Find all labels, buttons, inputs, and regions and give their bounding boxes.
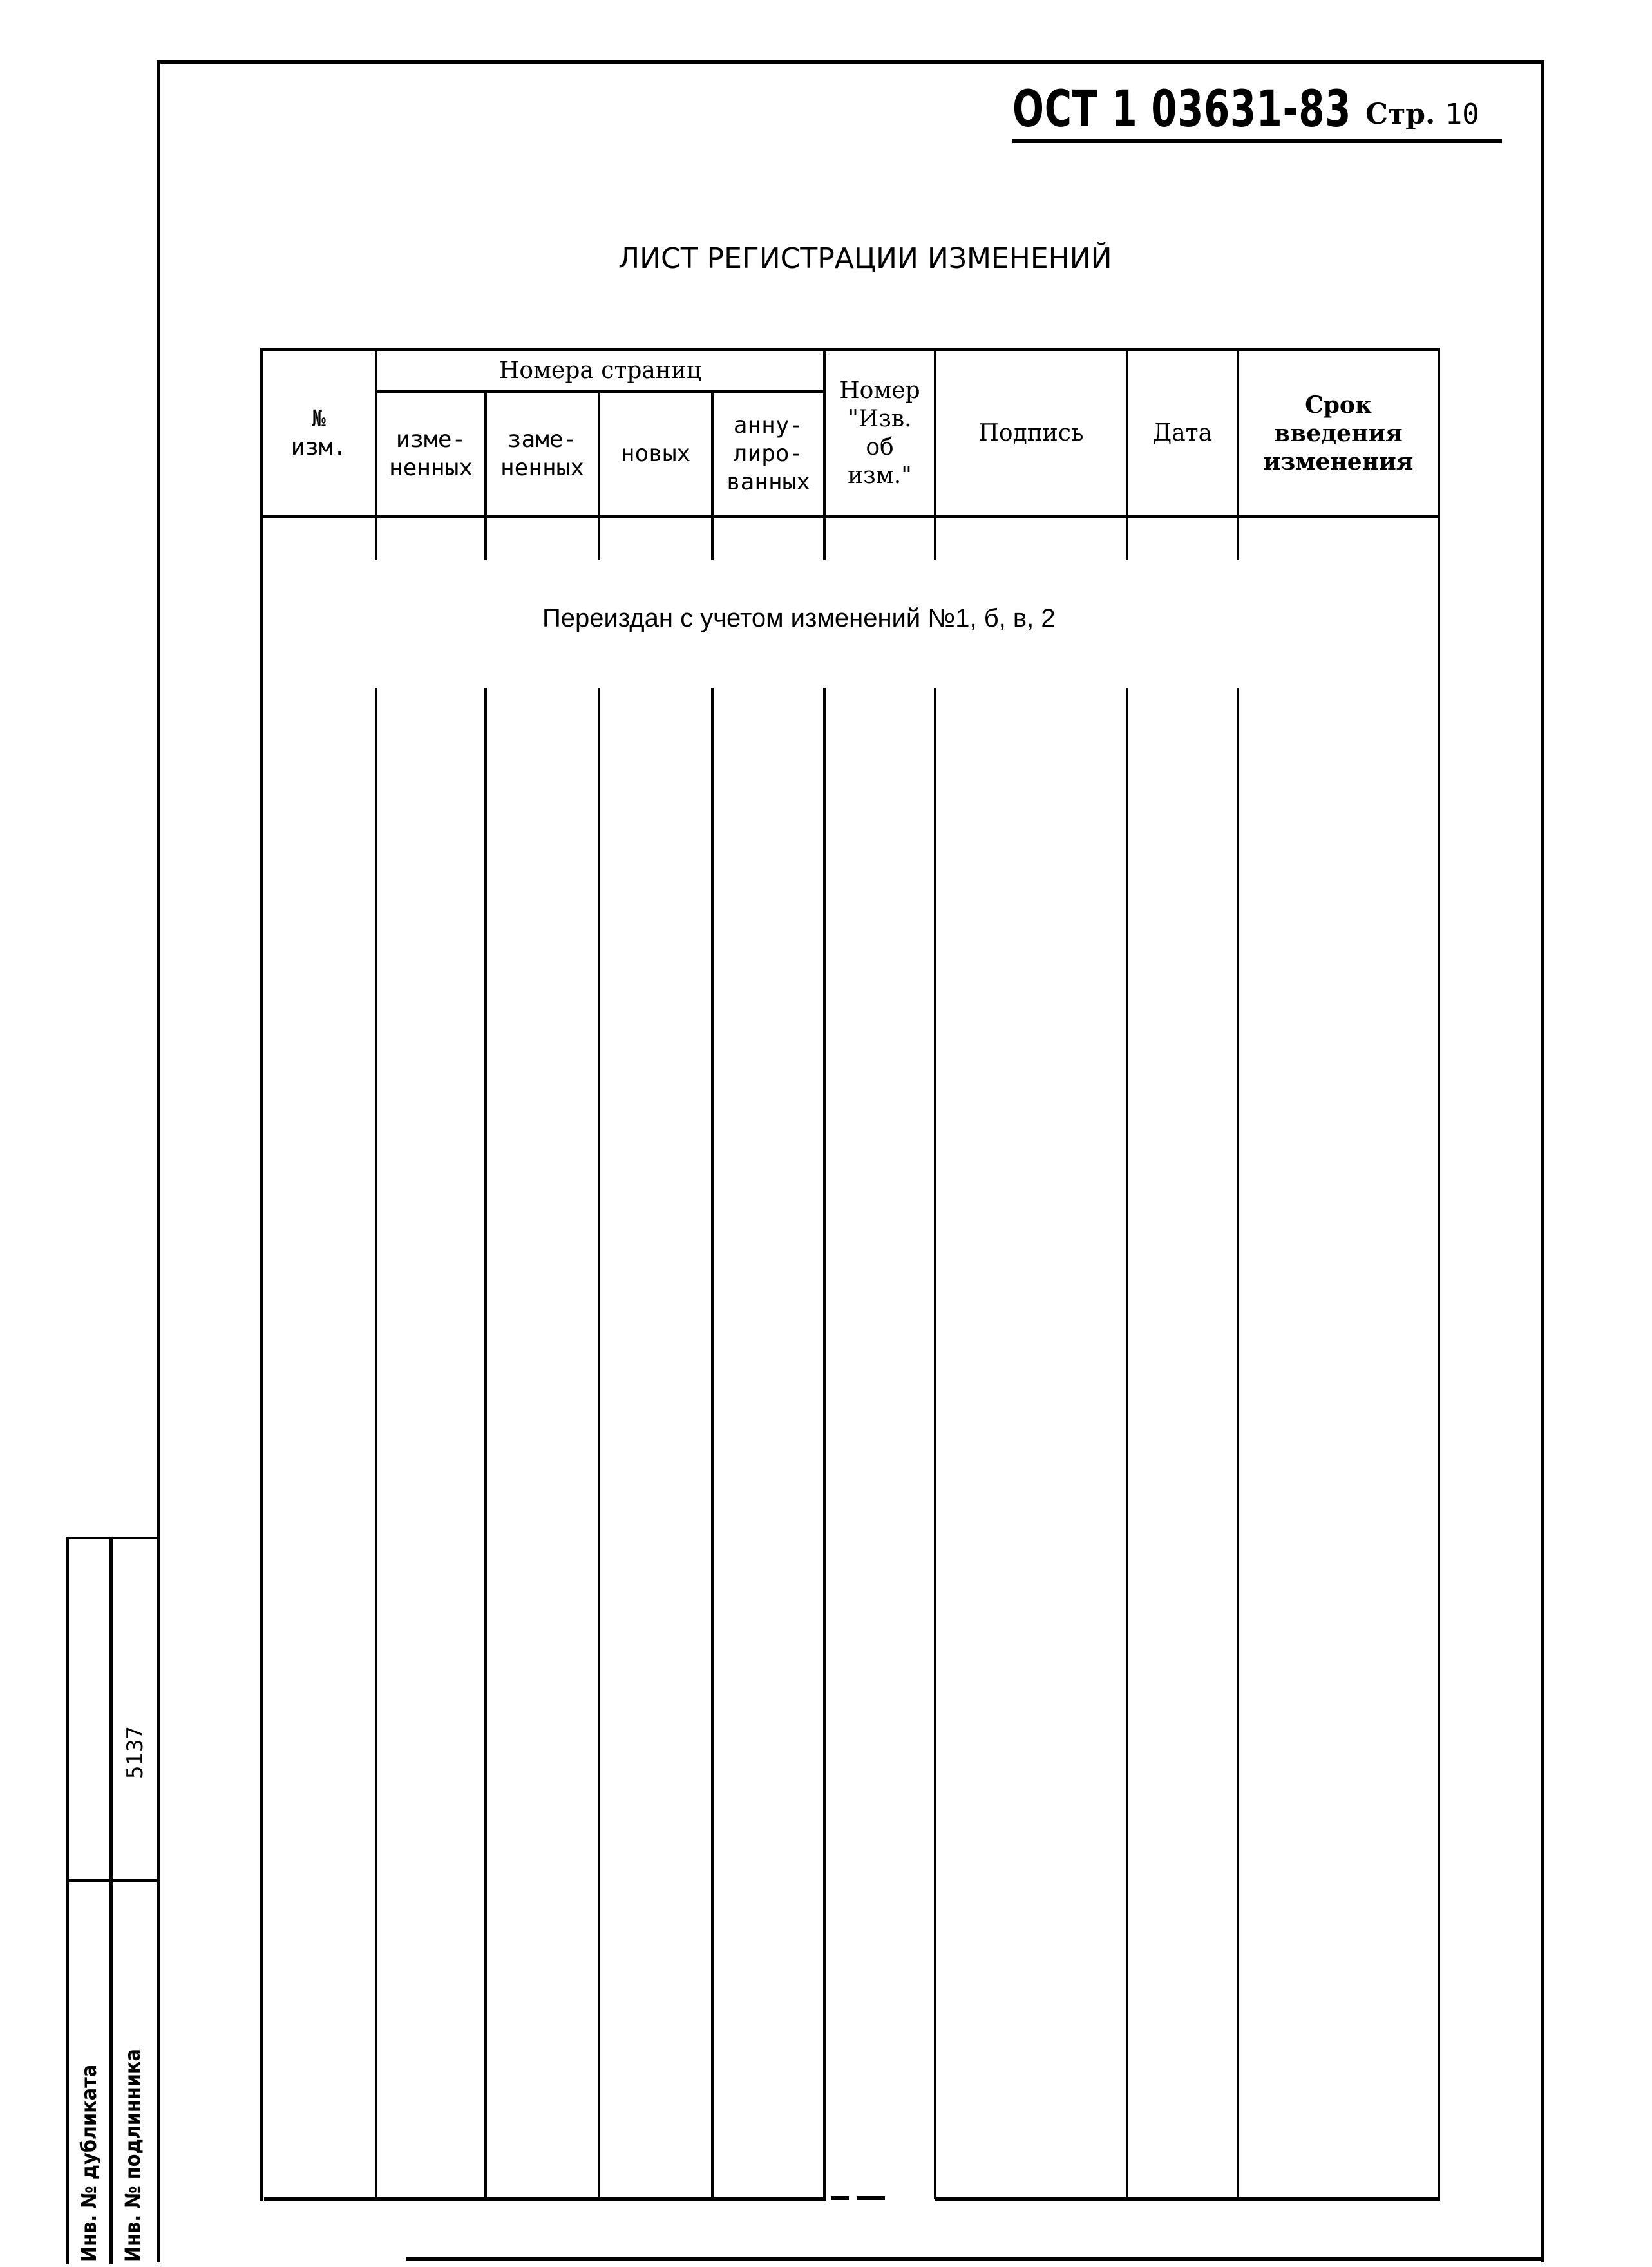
bottom-dash	[831, 2196, 849, 2200]
column-line	[1126, 518, 1128, 560]
column-line	[711, 688, 714, 2199]
column-line	[1126, 688, 1128, 2199]
page-number: 10	[1445, 98, 1479, 131]
bottom-dash	[857, 2196, 885, 2200]
column-line	[598, 688, 600, 2199]
header-replaced: заме- ненных	[500, 426, 585, 481]
page-prefix: Стр.	[1365, 98, 1436, 131]
table-bottom-border-left	[264, 2197, 826, 2201]
sheet-title: ЛИСТ РЕГИСТРАЦИИ ИЗМЕНЕНИЙ	[618, 242, 1112, 275]
stamp-left-border	[66, 1537, 69, 2264]
frame-right-border	[1541, 60, 1544, 2262]
column-line	[823, 688, 826, 2199]
header-date: Дата	[1152, 419, 1213, 446]
column-line	[1237, 518, 1239, 560]
header-page-numbers: Номера страниц	[498, 357, 702, 384]
header-underline	[1012, 139, 1502, 143]
column-line	[711, 518, 714, 560]
table-bottom-border-right	[935, 2197, 1440, 2201]
stamp-middle-line	[66, 1879, 160, 1882]
frame-bottom-border	[406, 2257, 1544, 2261]
column-line	[823, 518, 826, 560]
stamp-top-border	[66, 1537, 160, 1539]
header-bottom-border	[260, 515, 1440, 518]
column-line	[484, 688, 487, 2199]
frame-top-border	[157, 60, 1544, 64]
reissue-note: Переиздан с учетом изменений №1, б, в, 2	[542, 604, 1056, 632]
column-line	[934, 518, 936, 560]
original-inventory-label: Инв. № подлинника	[120, 2049, 145, 2262]
header-notice-number: Номер "Изв. об изм."	[839, 377, 920, 489]
column-line	[1237, 688, 1239, 2199]
column-line	[934, 688, 936, 2199]
column-line	[375, 688, 377, 2199]
column-line	[598, 518, 600, 560]
header-changed: изме- ненных	[388, 426, 473, 481]
header-effective-date: Срок введения изменения	[1263, 391, 1414, 475]
table-left-border	[260, 348, 263, 2201]
header-cancelled: анну- лиро- ванных	[726, 412, 811, 495]
original-inventory-number: 5137	[122, 1726, 148, 1779]
duplicate-inventory-label: Инв. № дубликата	[77, 2064, 101, 2262]
header-signature: Подпись	[978, 419, 1084, 446]
column-line	[375, 518, 377, 560]
header-change-number: № изм.	[290, 405, 347, 460]
frame-left-border	[157, 60, 160, 2262]
page-label	[1365, 95, 1479, 134]
column-line	[484, 518, 487, 560]
table-right-border	[1438, 348, 1440, 2201]
standard-code: ОСТ 1 03631-83	[1012, 81, 1352, 138]
header-new: новых	[620, 441, 691, 467]
stamp-divider	[109, 1537, 113, 2264]
